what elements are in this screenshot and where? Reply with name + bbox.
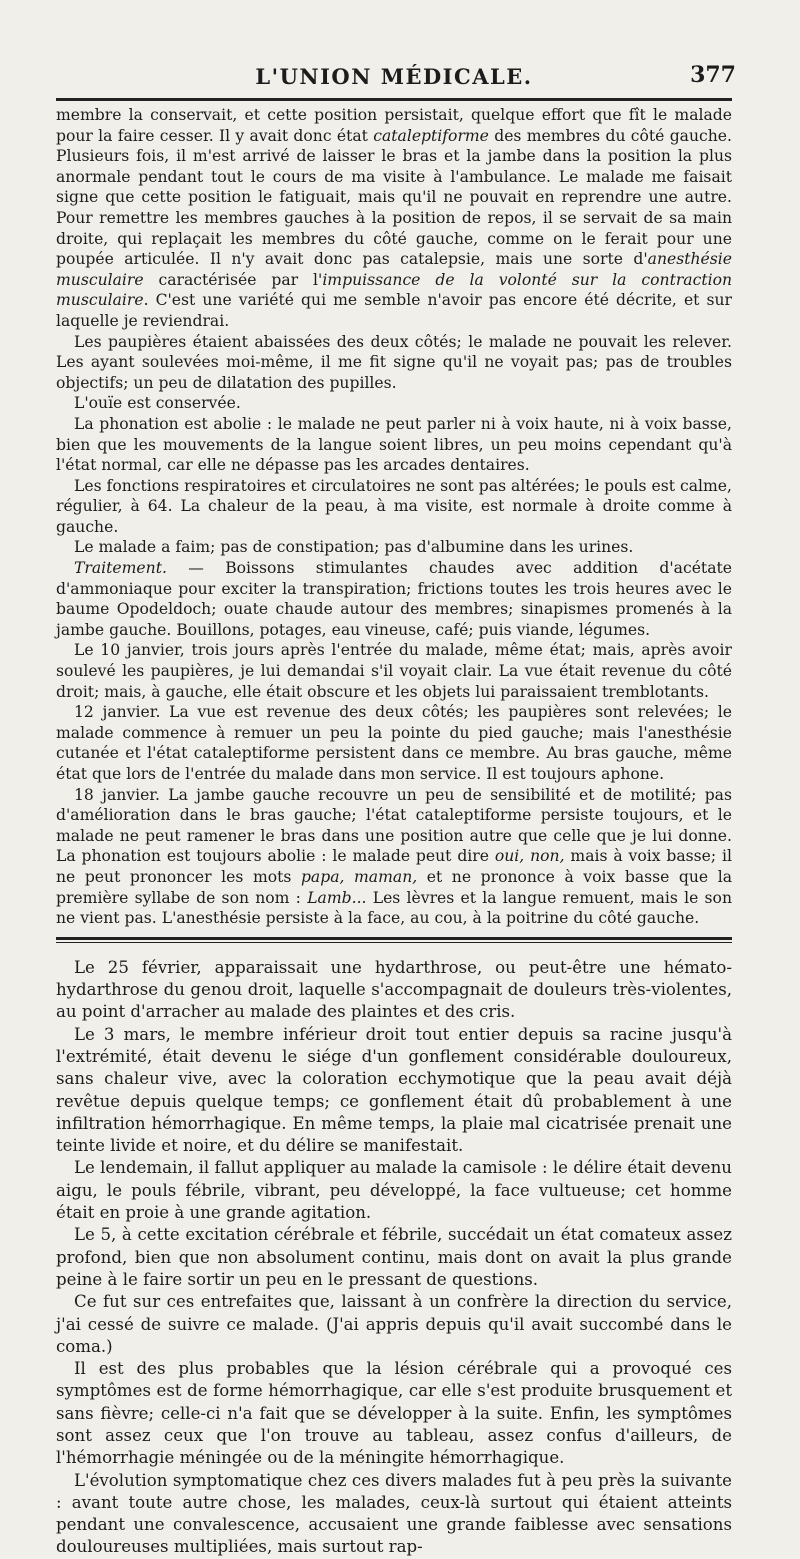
section-divider [56, 937, 732, 943]
paragraph: L'ouïe est conservée. [74, 394, 241, 413]
upper-section [56, 105, 732, 929]
paragraph: L'évolution symptomatique chez ces divers malades fut à peu près la suivante : avant toute autre chose, les malades, ceux-là surtout qui étaient atteints pendant une convalescence, accusaient une grande faiblesse avec sensations douloureuses multipliées, mais surtout rap- [56, 1470, 732, 1557]
paragraph: Les fonctions respiratoires et circulatoires ne sont pas altérées; le pouls est calme, régulier, à 64. La chaleur de la peau, à ma visite, est normale à droite comme à gauche. [56, 476, 732, 536]
paragraph: Le malade a faim; pas de constipation; pas d'albumine dans les urines. [74, 538, 634, 557]
italic-text: anesthésie musculaire [56, 250, 732, 289]
page-number: 377 [690, 62, 736, 88]
paragraph: membre la conservait, et cette position persistait, quelque effort que fît le malade pour la faire cesser. Il y avait donc état cataleptiforme des membres du côté gauche. Plusieurs fois, il m'est arrivé de laisser le bras et la jambe dans la position la plus anormale pendant tout le cours de ma visite à l'ambulance. Le malade me faisait signe que cette position le fatiguait, mais qu'il ne pouvait en reprendre une autre. Pour remettre les membres gauches à la position de repos, il se servait de sa main droite, qui replaçait les membres du côté gauche, comme on le ferait pour une poupée articulée. Il n'y avait donc pas catalepsie, mais une sorte d'anesthésie musculaire caractérisée par l'impuissance de la volonté sur la contraction musculaire. C'est une variété qui me semble n'avoir pas encore été décrite, et sur laquelle je reviendrai. [56, 106, 733, 330]
paragraph: Le 5, à cette excitation cérébrale et fébrile, succédait un état comateux assez profond, bien que non absolument continu, mais dont on avait la plus grande peine à le faire sortir un peu en le pressant de questions. [56, 1225, 732, 1289]
paragraph: Le 3 mars, le membre inférieur droit tout entier depuis sa racine jusqu'à l'extrémité, était devenu le siége d'un gonflement considérable douloureux, sans chaleur vive, avec la coloration ecchymotique que la peau avait déjà revêtue depuis quelque temps; ce gonflement était dû probablement à une infiltration hémorrhagique. En même temps, la plaie mal cicatrisée prenait une teinte livide et noire, et du délire se manifestait. [56, 1024, 732, 1156]
paragraph: Le 10 janvier, trois jours après l'entrée du malade, même état; mais, après avoir soulevé les paupières, je lui demandai s'il voyait clair. La vue était revenue du côté droit; mais, à gauche, elle était obscure et les objets lui paraissaient tremblotants. [56, 641, 732, 701]
italic-text: Traitement. [74, 559, 167, 578]
italic-text: impuissance de la volonté sur la contraction musculaire [56, 270, 733, 310]
paragraph: Le 25 février, apparaissait une hydarthrose, ou peut-être une hémato-hydarthrose du genou droit, laquelle s'accompagnait de douleurs très-violentes, au point d'arracher au malade des plaintes et des cris. [56, 957, 732, 1022]
paragraph: Les paupières étaient abaissées des deux côtés; le malade ne pouvait les relever. Les ayant soulevées moi-même, il me fit signe qu'il ne voyait pas; pas de troubles objectifs; un peu de dilatation des pupilles. [56, 332, 732, 392]
italic-text: oui, non, [494, 847, 565, 866]
header-rule [56, 98, 732, 101]
paragraph: Il est des plus probables que la lésion cérébrale qui a provoqué ces symptômes est de forme hémorrhagique, car elle s'est produite brusquement et sans fièvre; celle-ci n'a fait que se développer à la suite. Enfin, les symptômes sont assez ceux que l'on trouve au tableau, assez confus d'ailleurs, de l'hémorrhagie méningée ou de la méningite hémorrhagique. [56, 1359, 732, 1468]
running-header [56, 56, 736, 96]
paragraph: Ce fut sur ces entrefaites que, laissant à un confrère la direction du service, j'ai cessé de suivre ce malade. (J'ai appris depuis qu'il avait succombé dans le coma.) [56, 1292, 732, 1356]
journal-title: L'UNION MÉDICALE. [255, 64, 533, 89]
paragraph: La phonation est abolie : le malade ne peut parler ni à voix haute, ni à voix basse, bien que les mouvements de la langue soient libres, un peu moins cependant qu'à l'état normal, car elle ne dépasse pas les arcades dentaires. [56, 414, 732, 475]
italic-text: cataleptiforme [373, 126, 489, 145]
paragraph: 18 janvier. La jambe gauche recouvre un peu de sensibilité et de motilité; pas d'amélioration dans le bras gauche; l'état cataleptiforme persiste toujours, et le malade ne peut ramener le bras dans une position autre que celle que je lui donne. La phonation est toujours abolie : le malade peut dire oui, non, mais à voix basse; il ne peut prononcer les mots papa, maman, et ne prononce à voix basse que la première syllabe de son nom : Lamb... Les lèvres et la langue remuent, mais le son ne vient pas. L'anesthésie persiste à la face, au cou, à la poitrine du côté gauche. [56, 785, 733, 928]
paragraph: Le lendemain, il fallut appliquer au malade la camisole : le délire était devenu aigu, le pouls fébrile, vibrant, peu développé, la face vultueuse; cet homme était en proie à une grande agitation. [56, 1158, 732, 1223]
lower-section [56, 957, 732, 1559]
paragraph: Traitement. — Boissons stimulantes chaudes avec addition d'acétate d'ammoniaque pour exciter la transpiration; frictions toutes les trois heures avec le baume Opodeldoch; ouate chaude autour des membres; sinapismes promenés à la jambe gauche. Bouillons, potages, eau vineuse, café; puis viande, légumes. [56, 559, 732, 639]
italic-text: Lamb... [307, 888, 367, 907]
italic-text: papa, maman, [300, 867, 418, 886]
paragraph: 12 janvier. La vue est revenue des deux côtés; les paupières sont relevées; le malade commence à remuer un peu la pointe du pied gauche; mais l'anesthésie cutanée et l'état cataleptiforme persistent dans ce membre. Au bras gauche, même état que lors de l'entrée du malade dans mon service. Il est toujours aphone. [56, 703, 732, 783]
